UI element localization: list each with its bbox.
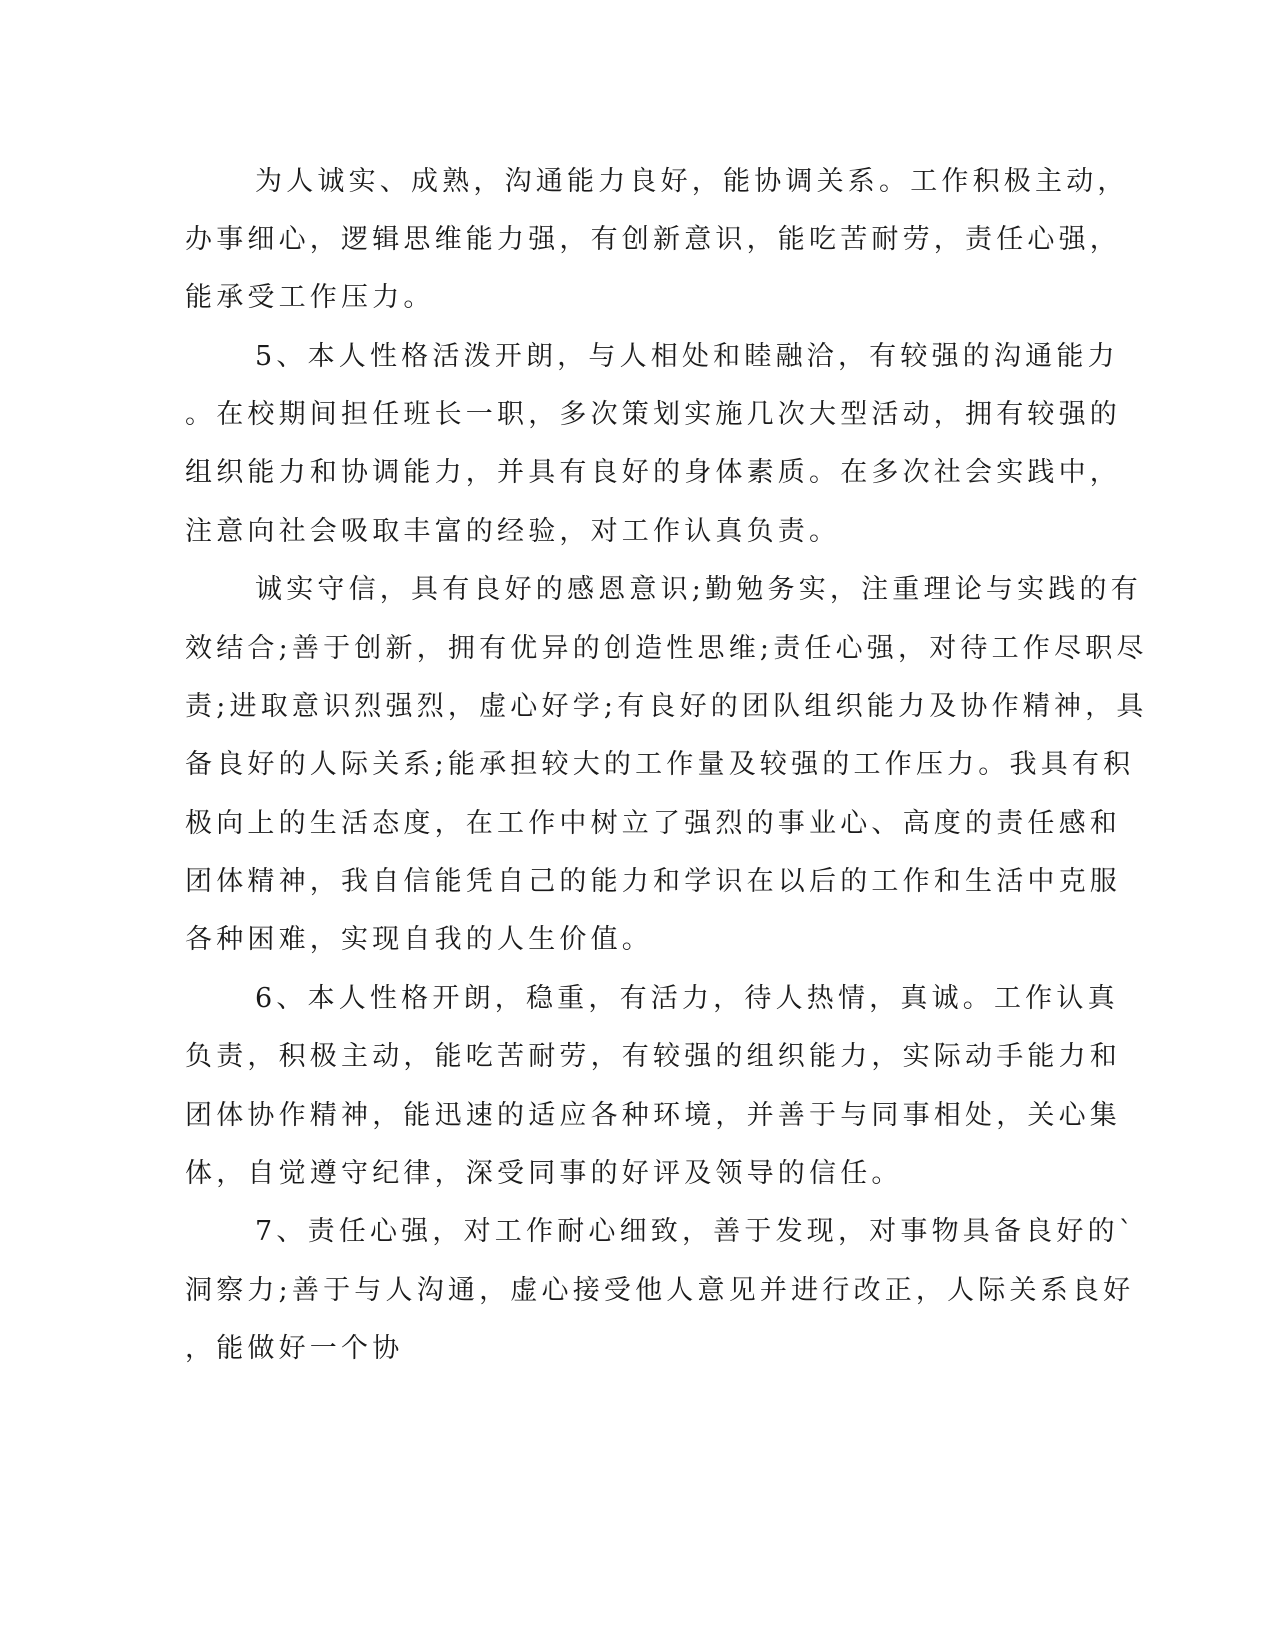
paragraph-line: 体，自觉遵守纪律，深受同事的好评及领导的信任。 [185, 1158, 903, 1189]
paragraph-line: 注意向社会吸取丰富的经验，对工作认真负责。 [185, 516, 841, 547]
paragraph-line: 负责，积极主动，能吃苦耐劳，有较强的组织能力，实际动手能力和 [185, 1041, 1121, 1072]
paragraph-line: 组织能力和协调能力，并具有良好的身体素质。在多次社会实践中， [185, 457, 1121, 488]
paragraph-line: 各种困难，实现自我的人生价值。 [185, 924, 653, 955]
paragraph-line: 责;进取意识烈强烈，虚心好学;有良好的团队组织能力及协作精神，具 [185, 691, 1148, 722]
paragraph-line: 诚实守信，具有良好的感恩意识;勤勉务实，注重理论与实践的有 [255, 574, 1142, 605]
paragraph-line: 备良好的人际关系;能承担较大的工作量及较强的工作压力。我具有积 [185, 749, 1135, 780]
paragraph-line: 团体协作精神，能迅速的适应各种环境，并善于与同事相处，关心集 [185, 1100, 1121, 1131]
paragraph-line: 办事细心，逻辑思维能力强，有创新意识，能吃苦耐劳，责任心强， [185, 224, 1121, 255]
paragraph-line: ，能做好一个协 [185, 1333, 404, 1364]
paragraph-line: 。在校期间担任班长一职，多次策划实施几次大型活动，拥有较强的 [185, 399, 1121, 430]
paragraph-line: 6、本人性格开朗，稳重，有活力，待人热情，真诚。工作认真 [255, 983, 1119, 1014]
paragraph-line: 能承受工作压力。 [185, 282, 435, 313]
paragraph-line: 7、责任心强，对工作耐心细致，善于发现，对事物具备良好的` [255, 1216, 1137, 1247]
paragraph-line: 极向上的生活态度，在工作中树立了强烈的事业心、高度的责任感和 [185, 808, 1121, 839]
paragraph-line: 洞察力;善于与人沟通，虚心接受他人意见并进行改正，人际关系良好 [185, 1275, 1135, 1306]
paragraph-line: 为人诚实、成熟，沟通能力良好，能协调关系。工作积极主动， [255, 166, 1129, 197]
paragraph-line: 效结合;善于创新，拥有优异的创造性思维;责任心强，对待工作尽职尽 [185, 633, 1148, 664]
paragraph-line: 5、本人性格活泼开朗，与人相处和睦融洽，有较强的沟通能力 [255, 341, 1119, 372]
paragraph-line: 团体精神，我自信能凭自己的能力和学识在以后的工作和生活中克服 [185, 866, 1121, 897]
